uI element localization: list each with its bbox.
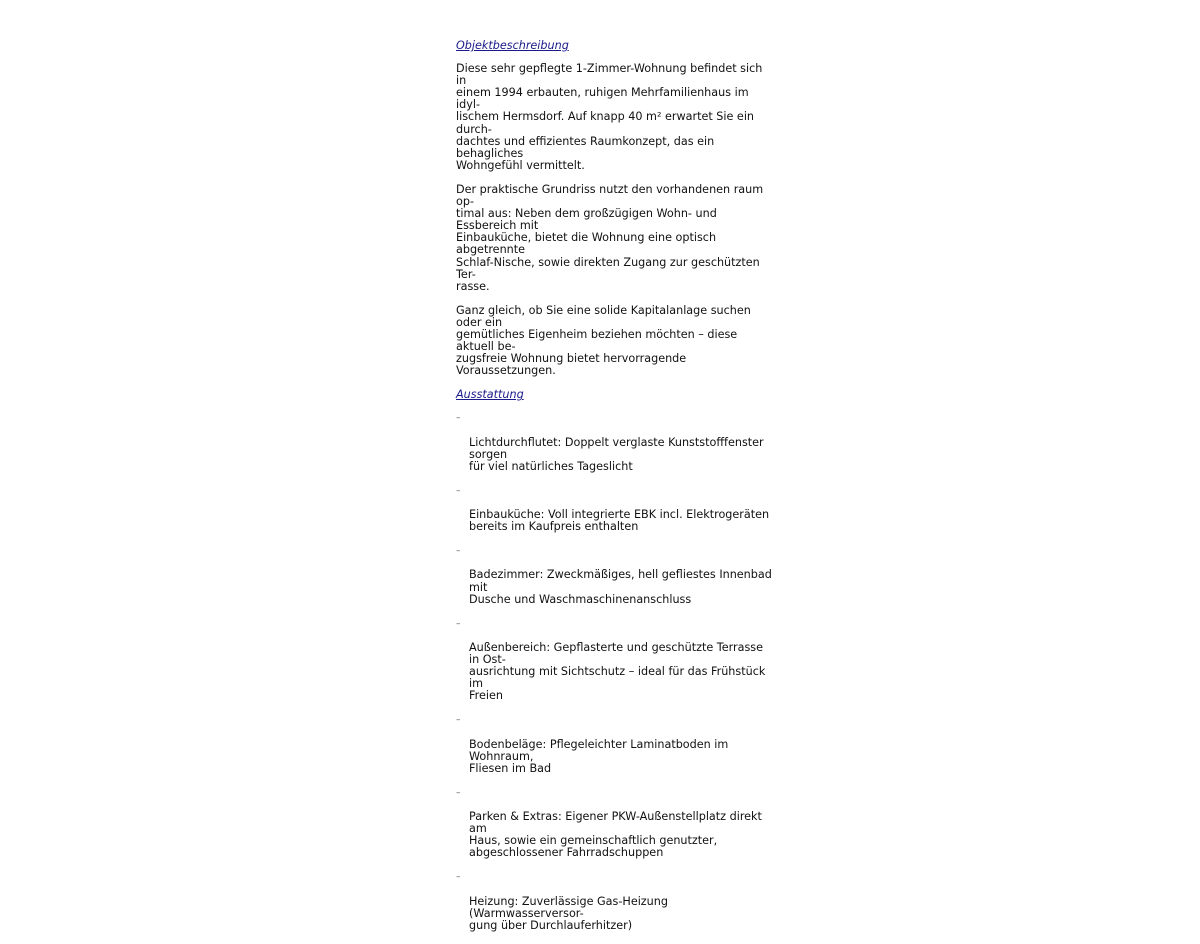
dash-bullet-icon: –: [456, 485, 461, 496]
list-item-text: Lichtdurchflutet: Doppelt verglaste Kunststofffenster sorgen für viel natürliches Tageslicht: [469, 435, 764, 473]
list-item-text: Außenbereich: Gepflasterte und geschützte Terrasse in Ost- ausrichtung mit Sichtschutz – ideal für das Frühstück im Freien: [469, 640, 766, 703]
list-item-text: Parken & Extras: Eigener PKW-Außenstellplatz direkt am Haus, sowie ein gemeinschaftlich genutzter, abgeschlossener Fahrradschuppen: [469, 810, 762, 860]
description-paragraph-2: Der praktische Grundriss nutzt den vorhandenen raum op- timal aus: Neben dem großzügigen Wohn- und Essbereich mit Einbauküche, bietet die Wohnung eine optisch abgetrennte Schlaf-Nische, sowie direkten Zugang zur geschützten Ter- rasse.: [456, 182, 764, 293]
list-item: [456, 714, 772, 774]
dash-bullet-icon: –: [456, 618, 461, 629]
list-item-text: Badezimmer: Zweckmäßiges, hell gefliestes Innenbad mit Dusche und Waschmaschinenanschluss: [469, 568, 772, 606]
list-item: [456, 871, 772, 931]
list-item-text: Einbauküche: Voll integrierte EBK incl. Elektrogeräten bereits im Kaufpreis enthalten: [469, 508, 770, 534]
list-item: [456, 485, 772, 533]
dash-bullet-icon: –: [456, 715, 461, 726]
dash-bullet-icon: –: [456, 546, 461, 557]
equipment-list: [456, 412, 772, 931]
section-heading-ausstattung[interactable]: Ausstattung: [456, 388, 524, 402]
list-item-text: Heizung: Zuverlässige Gas-Heizung (Warmwasserversor- gung über Durchlauferhitzer): [469, 894, 668, 932]
list-item: [456, 787, 772, 860]
description-paragraph-3: Ganz gleich, ob Sie eine solide Kapitalanlage suchen oder ein gemütliches Eigenheim beziehen möchten – diese aktuell be- zugsfreie Wohnung bietet hervorragende Voraussetzungen.: [456, 303, 751, 378]
list-item: [456, 618, 772, 703]
description-paragraph-1: Diese sehr gepflegte 1-Zimmer-Wohnung befindet sich in einem 1994 erbauten, ruhigen Mehrfamilienhaus im idyl- lischem Hermsdorf. Auf knapp 40 m² erwartet Sie ein durch- dachtes und effizientes Raumkonzept, das ein behagliches Wohngefühl vermittelt.: [456, 62, 763, 172]
list-item: [456, 412, 772, 472]
document-body: [456, 40, 772, 944]
section-heading-objektbeschreibung[interactable]: Objektbeschreibung: [456, 39, 569, 52]
list-item-text: Bodenbeläge: Pflegeleichter Laminatboden im Wohnraum, Fliesen im Bad: [469, 737, 729, 775]
list-item: [456, 545, 772, 605]
dash-bullet-icon: –: [456, 872, 461, 883]
dash-bullet-icon: –: [456, 413, 461, 424]
dash-bullet-icon: –: [456, 787, 461, 798]
